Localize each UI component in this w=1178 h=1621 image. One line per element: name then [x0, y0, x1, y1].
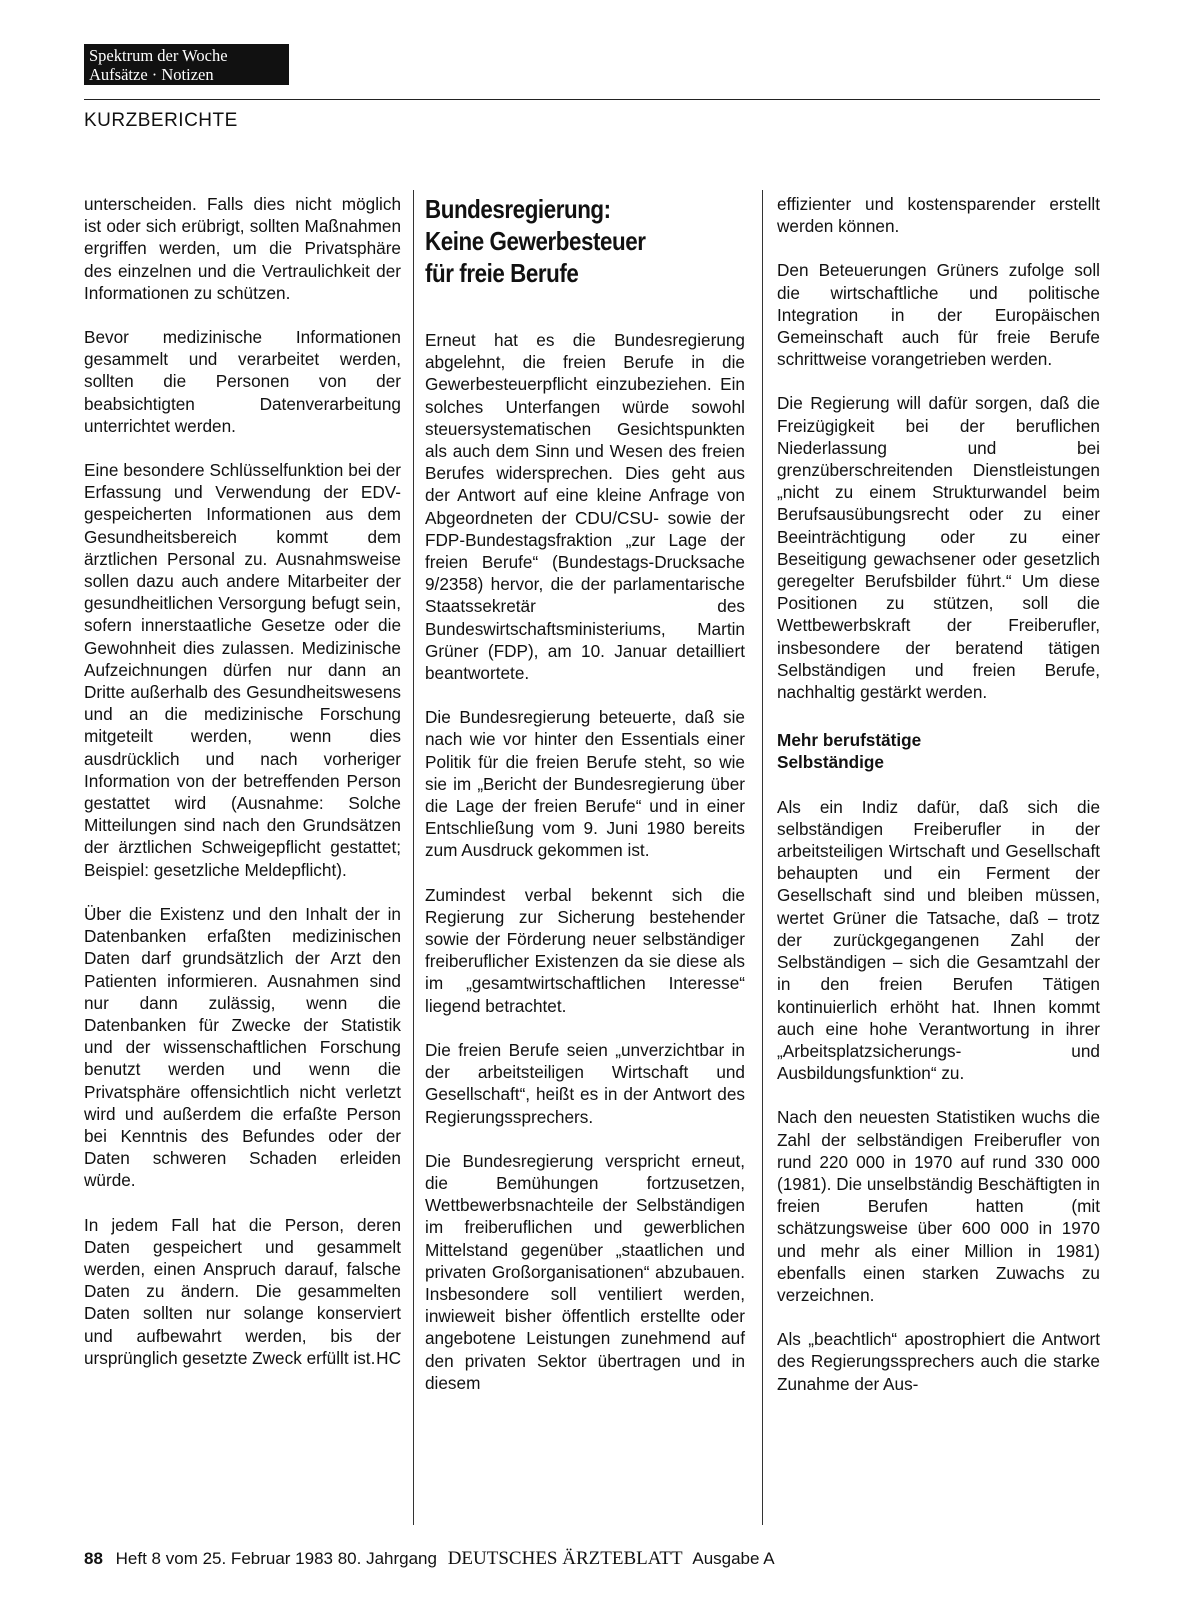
paragraph-text: In jedem Fall hat die Person, deren Daten gespeichert und gesammelt werden, einen Anspruch darauf, falsche Daten zu ändern. Die gesammelten Daten sollten nur solange konserviert und aufbewahrt werden, bis der ursprünglich gesetzte Zweck erfüllt ist.	[84, 1214, 401, 1368]
headline-line-2: Keine Gewerbesteuer	[425, 226, 646, 256]
column-3	[777, 193, 1100, 1395]
badge-line-2: Aufsätze · Notizen	[89, 65, 214, 84]
paragraph: Erneut hat es die Bundesregierung abgelehnt, die freien Berufe in die Gewerbesteuerpflicht einzubeziehen. Ein solches Unterfangen würde sowohl steuersystematischen Gesichtspunkten als auch dem Sinn und Wesen des freien Berufes widersprechen. Dies geht aus der Antwort auf eine kleine Anfrage von Abgeordneten der CDU/CSU- sowie der FDP-Bundestagsfraktion „zur Lage der freien Berufe“ (Bundestags-Drucksache 9/2358) hervor, die der parlamentarische Staatssekretär des Bundeswirtschaftsministeriums, Martin Grüner (FDP), am 10. Januar detailliert beantwortete.	[425, 330, 745, 684]
paragraph: Die Bundesregierung verspricht erneut, die Bemühungen fortzusetzen, Wettbewerbsnachteile der Selbständigen im freiberuflichen und gewerblichen Mittelstand gegenüber „staatlichen und privaten Großorganisationen“ abzubauen. Insbesondere soll ventiliert werden, inwieweit bisher öffentlich erstellte oder angebotene Leistungen zunehmend auf den privaten Sektor übertragen und in diesem	[425, 1150, 745, 1393]
paragraph-with-signature	[84, 1214, 401, 1369]
paragraph: Über die Existenz und den Inhalt der in Datenbanken erfaßten medizinischen Daten darf grundsätzlich der Arzt den Patienten informieren. Ausnahmen sind nur dann zulässig, wenn die Datenbanken für Zwecke der Statistik und der wissenschaftlichen Forschung benutzt werden und wenn die Privatsphäre offensichtlich nicht verletzt wird und außerdem die erfaßte Person bei Kenntnis des Befundes oder der Daten schweren Schaden erleiden würde.	[84, 903, 401, 1191]
journal-name: DEUTSCHES ÄRZTEBLATT	[447, 1548, 683, 1569]
column-divider-2	[762, 190, 763, 1525]
author-signature: HC	[376, 1347, 401, 1368]
page-number: 88	[84, 1549, 103, 1568]
series-badge	[84, 44, 289, 85]
badge-line-1: Spektrum der Woche	[89, 46, 228, 65]
paragraph: Als „beachtlich“ apostrophiert die Antwort des Regierungssprechers auch die starke Zunahme der Aus-	[777, 1329, 1100, 1394]
paragraph: Bevor medizinische Informationen gesammelt und verarbeitet werden, sollten die Personen von der beabsichtigten Datenverarbeitung unterrichtet werden.	[84, 327, 401, 436]
subheading-line-1: Mehr berufstätige	[777, 730, 922, 751]
headline-line-1: Bundesregierung:	[425, 194, 611, 224]
section-label: KURZBERICHTE	[84, 110, 238, 131]
page-footer	[84, 1548, 775, 1570]
header-rule	[84, 99, 1100, 100]
column-2	[425, 193, 745, 1394]
subheading	[777, 729, 1100, 773]
paragraph: Eine besondere Schlüsselfunktion bei der Erfassung und Verwendung der EDV-gespeicherten Informationen aus dem Gesundheitsbereich kommt dem ärztlichen Personal zu. Ausnahmsweise sollen dazu auch andere Mitarbeiter der gesundheitlichen Versorgung befugt sein, sofern innerstaatliche Gesetze oder die Gewohnheit dies zulassen. Medizinische Aufzeichnungen dürfen nur dann an Dritte außerhalb des Gesundheitswesens und an die medizinische Forschung mitgeteilt werden, wenn dies ausdrücklich und nach vorheriger Information von der betreffenden Person gestattet wird (Ausnahme: Solche Mitteilungen sind nach den Grundsätzen der ärztlichen Schweigepflicht gestattet; Beispiel: gesetzliche Meldepflicht).	[84, 460, 401, 880]
article-headline	[425, 193, 743, 289]
column-divider-1	[413, 190, 414, 1525]
paragraph: Die freien Berufe seien „unverzichtbar in der arbeitsteiligen Wirtschaft und Gesellschaft“, heißt es in der Antwort des Regierungssprechers.	[425, 1039, 745, 1127]
edition-label: Ausgabe A	[692, 1549, 775, 1568]
column-1	[84, 193, 401, 1369]
paragraph: effizienter und kostensparender erstellt werden können.	[777, 194, 1100, 237]
paragraph: Die Bundesregierung beteuerte, daß sie nach wie vor hinter den Essentials einer Politik für die freien Berufe steht, so wie sie im „Bericht der Bundesregierung über die Lage der freien Berufe“ und in einer Entschließung vom 9. Juni 1980 bereits zum Ausdruck gekommen ist.	[425, 707, 745, 861]
paragraph: Als ein Indiz dafür, daß sich die selbständigen Freiberufler in der arbeitsteiligen Wirtschaft und Gesellschaft behaupten und ein Ferment der Gesellschaft sind und bleiben müssen, wertet Grüner die Tatsache, daß – trotz der zurückgegangenen Zahl der Selbständigen – sich die Gesamtzahl der in den freien Berufen Tätigen kontinuierlich erhöht hat. Ihnen kommt auch eine hohe Verantwortung in ihrer „Arbeitsplatzsicherungs- und Ausbildungsfunktion“ zu.	[777, 796, 1100, 1084]
paragraph: Den Beteuerungen Grüners zufolge soll die wirtschaftliche und politische Integration in der Europäischen Gemeinschaft auch für freie Berufe schrittweise vorangetrieben werden.	[777, 260, 1100, 370]
paragraph: Die Regierung will dafür sorgen, daß die Freizügigkeit bei der beruflichen Niederlassung und bei grenzüberschreitenden Dienstleistungen „nicht zu einem Strukturwandel beim Berufsausübungsrecht oder zu einer Beeinträchtigung oder zu einer Beseitigung gewachsener oder gesetzlich geregelter Berufsbilder führt.“ Um diese Positionen zu stützen, soll die Wettbewerbskraft der Freiberufler, insbesondere der beratend tätigen Selbständigen und freien Berufe, nachhaltig gestärkt werden.	[777, 393, 1100, 703]
headline-line-3: für freie Berufe	[425, 258, 579, 288]
subheading-line-2: Selbständige	[777, 752, 884, 773]
paragraph: unterscheiden. Falls dies nicht möglich ist oder sich erübrigt, sollten Maßnahmen ergriffen werden, um die Privatsphäre des einzelnen und die Vertraulichkeit der Informationen zu schützen.	[84, 194, 401, 303]
paragraph: Zumindest verbal bekennt sich die Regierung zur Sicherung bestehender sowie der Förderung neuer selbständiger freiberuflicher Existenzen da sie diese als im „gesamtwirtschaftlichen Interesse“ liegend betrachtet.	[425, 884, 745, 1016]
paragraph: Nach den neuesten Statistiken wuchs die Zahl der selbständigen Freiberufler von rund 220 000 in 1970 auf rund 330 000 (1981). Die unselbständig Beschäftigten in freien Berufen hatten (mit schätzungsweise über 600 000 in 1970 und mehr als einer Million in 1981) ebenfalls einen starken Zuwachs zu verzeichnen.	[777, 1107, 1100, 1305]
issue-info: Heft 8 vom 25. Februar 1983 80. Jahrgang	[115, 1549, 437, 1568]
